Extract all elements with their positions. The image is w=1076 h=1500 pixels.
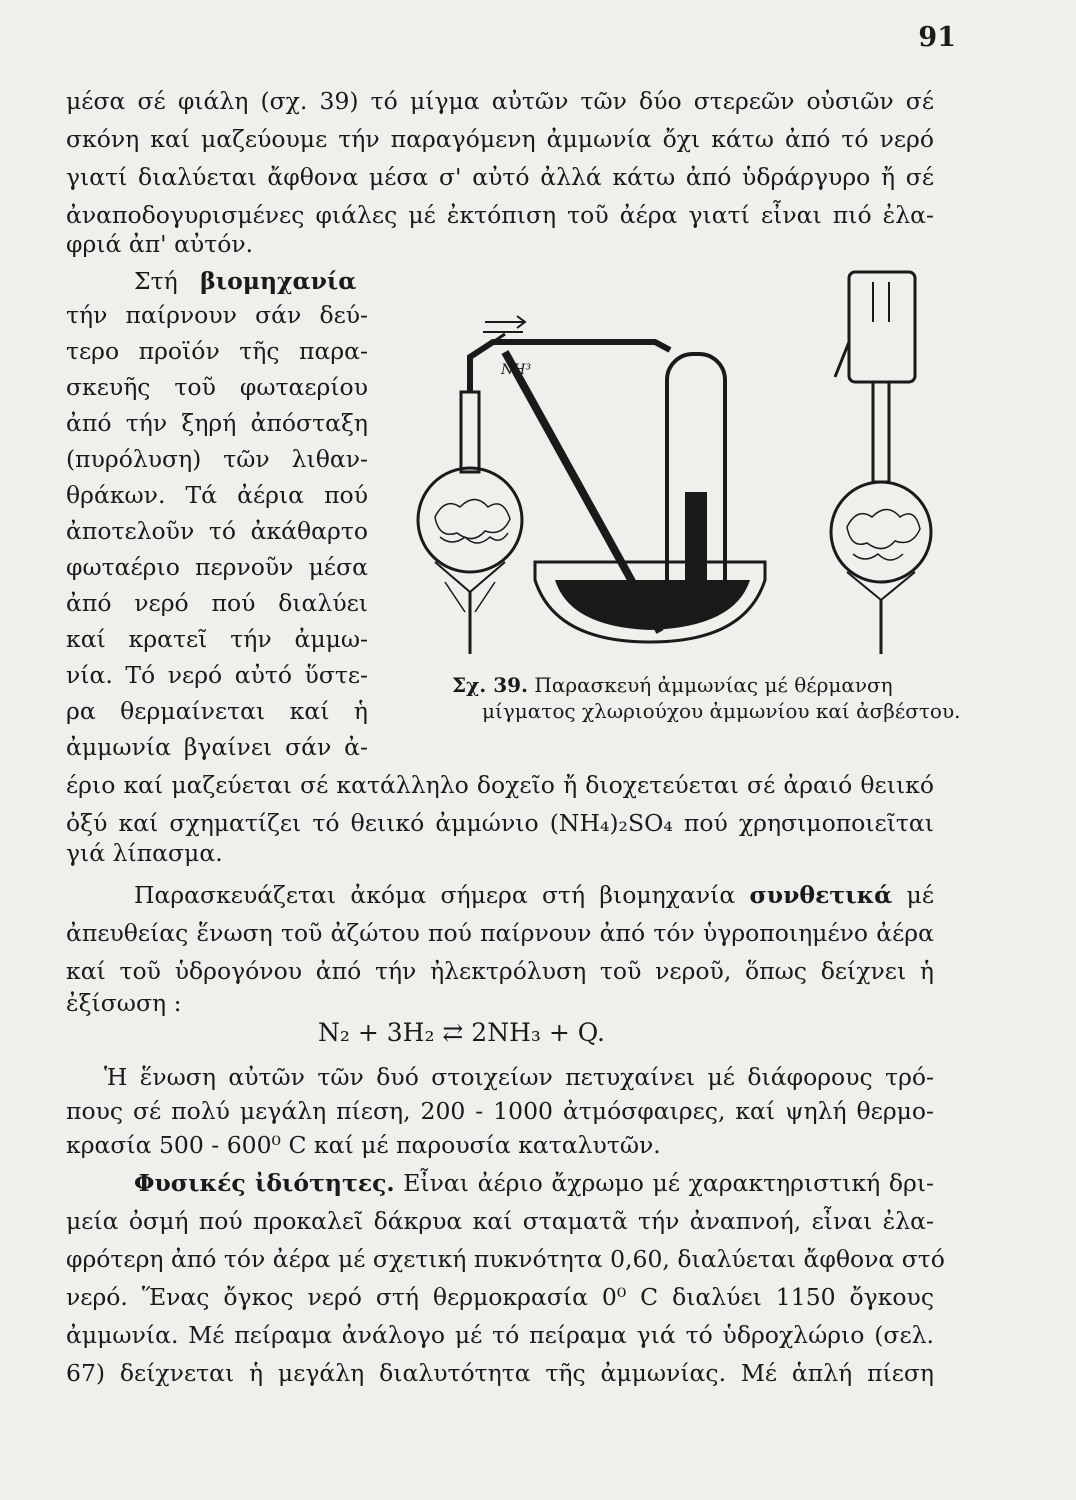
keyword-industry: βιομηχανία bbox=[200, 267, 357, 295]
text-line: σκόνη καί μαζεύουμε τήν παραγόμενη ἀμμωνία ὄχι κάτω ἀπό τό νερό bbox=[66, 125, 934, 153]
text-line: (πυρόλυση) τῶν λιθαν- bbox=[66, 445, 368, 473]
nh3-label: NH³ bbox=[501, 362, 532, 378]
text-line: Ἡ ἕνωση αὐτῶν τῶν δυό στοιχείων πετυχαίνει μέ διάφορους τρό- bbox=[104, 1063, 934, 1091]
text-line: τερο προϊόν τῆς παρα- bbox=[66, 337, 368, 365]
text-line: ἀμμωνία. Μέ πείραμα ἀνάλογο μέ τό πείραμα γιά τό ὑδροχλώριο (σελ. bbox=[66, 1321, 934, 1349]
text-line: γιατί διαλύεται ἄφθονα μέσα σ' αὐτό ἀλλά κάτω ἀπό ὑδράργυρο ἤ σέ bbox=[66, 163, 934, 191]
text-line: ρα θερμαίνεται καί ἡ bbox=[66, 697, 368, 725]
caption-line2: μίγματος χλωριούχου ἀμμωνίου καί ἀσβέστου. bbox=[482, 699, 961, 723]
para-start: Στή bbox=[134, 267, 178, 295]
text-line: νερό. Ἕνας ὄγκος νερό στή θερμοκρασία 0⁰ C διαλύει 1150 ὄγκους bbox=[66, 1283, 934, 1311]
figure-ammonia-apparatus bbox=[405, 262, 945, 657]
text-line: θράκων. Τά ἀέρια πού bbox=[66, 481, 368, 509]
figure-caption bbox=[452, 672, 952, 698]
text-line bbox=[134, 1166, 934, 1200]
heading-physical-properties: Φυσικές ἰδιότητες. bbox=[134, 1169, 395, 1197]
text-line: ἀπό νερό πού διαλύει bbox=[66, 589, 368, 617]
delivery-tube bbox=[470, 342, 670, 392]
caption-number: Σχ. 39. bbox=[452, 673, 529, 697]
text-line bbox=[134, 264, 374, 298]
keyword-synthetic: συνθετικά bbox=[749, 881, 893, 909]
text-line: μεία ὀσμή πού προκαλεῖ δάκρυα καί σταματᾶ τήν ἀναπνοή, εἶναι ἐλα- bbox=[66, 1207, 934, 1235]
text-line: ἐξίσωση : bbox=[66, 989, 182, 1017]
text-line: καί κρατεῖ τήν ἀμμω- bbox=[66, 625, 368, 653]
left-flask-neck bbox=[461, 392, 479, 472]
text-line: φριά ἀπ' αὐτόν. bbox=[66, 230, 254, 258]
text-line: ἀποτελοῦν τό ἀκάθαρτο bbox=[66, 517, 368, 545]
caption-line1: Παρασκευή ἀμμωνίας μέ θέρμανση bbox=[534, 673, 893, 697]
right-flask bbox=[831, 482, 931, 582]
equation: N₂ + 3H₂ ⇄ 2NH₃ + Q. bbox=[318, 1018, 605, 1047]
text-line: ἀναποδογυρισμένες φιάλες μέ ἐκτόπιση τοῦ ἀέρα γιατί εἶναι πιό ἐλα- bbox=[66, 201, 934, 229]
para3-end: μέ bbox=[906, 881, 934, 909]
text-line: ὀξύ καί σχηματίζει τό θειικό ἀμμώνιο (NH₄)₂SO₄ πού χρησιμοποιεῖται bbox=[66, 809, 934, 837]
text-line: μέσα σέ φιάλη (σχ. 39) τό μίγμα αὐτῶν τῶν δύο στερεῶν οὐσιῶν σέ bbox=[66, 87, 934, 115]
text-line: πους σέ πολύ μεγάλη πίεση, 200 - 1000 ἀτμόσφαιρες, καί ψηλή θερμο- bbox=[66, 1097, 934, 1125]
text-line: σκευῆς τοῦ φωταερίου bbox=[66, 373, 368, 401]
text-line: νία. Τό νερό αὐτό ὕστε- bbox=[66, 661, 368, 689]
text-line: φωταέριο περνοῦν μέσα bbox=[66, 553, 368, 581]
text-line: έριο καί μαζεύεται σέ κατάλληλο δοχεῖο ἤ διοχετεύεται σέ ἀραιό θειικό bbox=[66, 771, 934, 799]
para3-start: Παρασκευάζεται ἀκόμα σήμερα στή βιομηχανία bbox=[134, 881, 736, 909]
text-line: καί τοῦ ὑδρογόνου ἀπό τήν ἠλεκτρόλυση τοῦ νεροῦ, ὅπως δείχνει ἡ bbox=[66, 957, 934, 985]
text-line: 67) δείχνεται ἡ μεγάλη διαλυτότητα τῆς ἀμμωνίας. Μέ ἁπλή πίεση bbox=[66, 1359, 934, 1387]
text-line: ἀπευθείας ἕνωση τοῦ ἀζώτου πού παίρνουν ἀπό τόν ὑγροποιημένο ἀέρα bbox=[66, 919, 934, 947]
text-line: ἀμμωνία βγαίνει σάν ἀ- bbox=[66, 733, 368, 761]
para5-first: Εἶναι ἀέριο ἄχρωμο μέ χαρακτηριστική δρι- bbox=[403, 1169, 934, 1197]
page-number: 91 bbox=[918, 22, 956, 53]
text-line: φρότερη ἀπό τόν ἀέρα μέ σχετική πυκνότητα 0,60, διαλύεται ἄφθονα στό bbox=[66, 1245, 945, 1273]
right-cylinder bbox=[849, 272, 915, 382]
text-line: ἀπό τήν ξηρή ἀπόσταξη bbox=[66, 409, 368, 437]
text-line bbox=[134, 878, 934, 912]
left-flask bbox=[418, 468, 522, 572]
text-line: κρασία 500 - 600⁰ C καί μέ παρουσία καταλυτῶν. bbox=[66, 1131, 661, 1159]
flask-mixture bbox=[435, 500, 510, 539]
text-line: γιά λίπασμα. bbox=[66, 839, 223, 867]
text-line: τήν παίρνουν σάν δεύ- bbox=[66, 301, 368, 329]
